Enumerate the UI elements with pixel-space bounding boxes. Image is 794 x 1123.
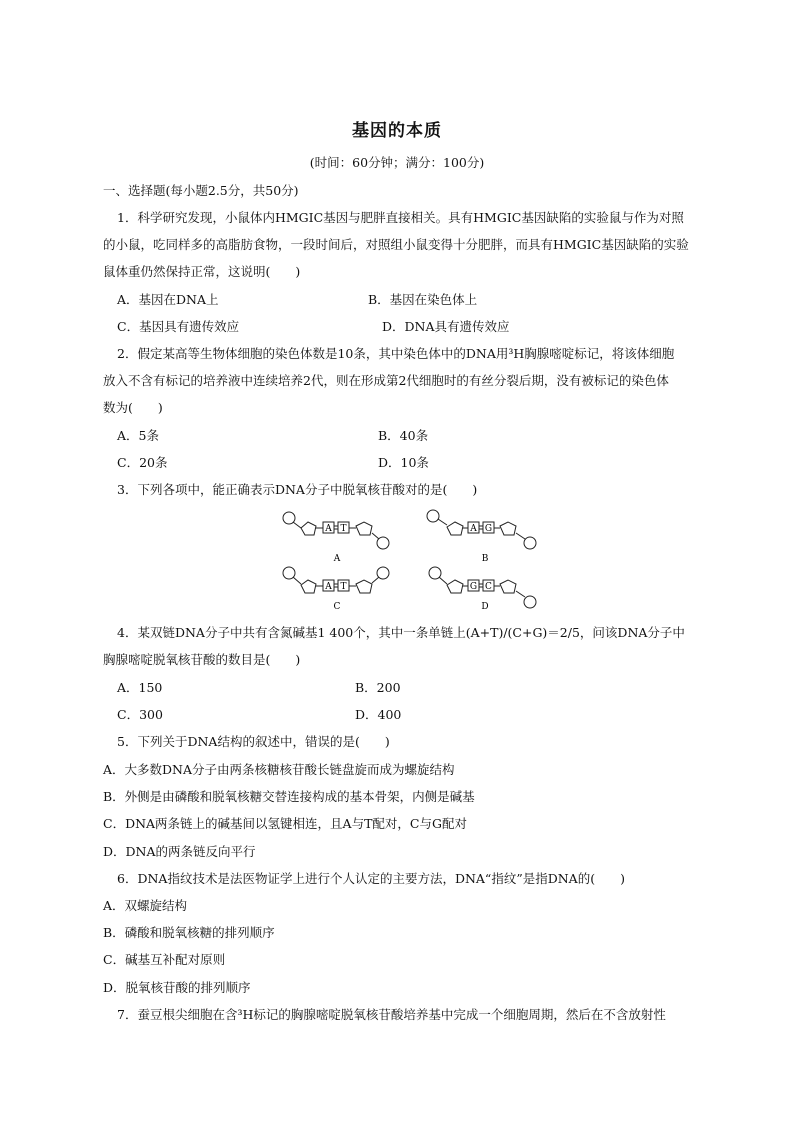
q4-stem-line2: 胸腺嘧啶脱氧核苷酸的数目是( ) [103,652,301,667]
q6-option-a: A．双螺旋结构 [103,898,188,913]
q5-option-a: A．大多数DNA分子由两条核糖核苷酸长链盘旋而成为螺旋结构 [103,762,455,777]
q5-option-d: D．DNA的两条链反向平行 [103,844,256,859]
q4-option-a: A．150 [117,680,163,695]
q6-stem-line1: 6．DNA指纹技术是法医物证学上进行个人认定的主要方法，DNA“指纹”是指DNA的( ) [117,871,625,886]
diagram-c-base1: A [325,582,332,592]
diagram-b-label: B [481,554,489,564]
q2-option-a: A．5条 [117,428,159,443]
q6-option-d: D．脱氧核苷酸的排列顺序 [103,980,251,995]
q4-stem-line1: 4．某双链DNA分子中共有含氮碱基1 400个，其中一条单链上(A+T)/(C+G)＝2/5，问该DNA分子中 [117,625,685,640]
section-heading: 一、选择题(每小题2.5分，共50分) [103,183,299,198]
q3-stem-line1: 3．下列各项中，能正确表示DNA分子中脱氧核苷酸对的是( ) [117,482,478,497]
nucleotide-pair-diagrams [275,505,555,617]
q2-option-c: C．20条 [117,455,168,470]
exam-info: (时间：60分钟；满分：100分) [309,155,485,170]
q7-stem-line1: 7．蚕豆根尖细胞在含³H标记的胸腺嘧啶脱氧核苷酸培养基中完成一个细胞周期，然后在不含放射性 [117,1007,666,1022]
q5-option-c: C．DNA两条链上的碱基间以氢键相连，且A与T配对，C与G配对 [103,816,467,831]
q2-option-b: B．40条 [378,428,429,443]
q4-option-b: B．200 [355,680,401,695]
q1-option-c: C．基因具有遗传效应 [117,319,240,334]
q5-stem-line1: 5．下列关于DNA结构的叙述中，错误的是( ) [117,734,390,749]
q1-stem-line2: 的小鼠，吃同样多的高脂肪食物，一段时间后，对照组小鼠变得十分肥胖，而具有HMGIC基因缺陷的实验 [103,237,689,252]
diagram-a-label: A [333,554,341,564]
q2-stem-line3: 数为( ) [103,400,163,415]
diagram-a-base2: T [340,524,347,534]
q1-option-b: B．基因在染色体上 [368,292,478,307]
diagram-d-base1: G [469,582,478,592]
q4-option-d: D．400 [355,707,402,722]
diagram-b [427,510,536,564]
q4-option-c: C．300 [117,707,163,722]
q6-option-c: C．碱基互补配对原则 [103,952,226,967]
diagram-c-base2: T [340,582,347,592]
q1-option-d: D．DNA具有遗传效应 [382,319,510,334]
q2-option-d: D．10条 [378,455,429,470]
diagram-a-base1: A [325,524,332,534]
q1-stem-line3: 鼠体重仍然保持正常，这说明( ) [103,264,301,279]
diagram-d [429,567,536,612]
diagram-c-label: C [333,602,341,612]
q1-option-a: A．基因在DNA上 [117,292,219,307]
diagram-d-base2: C [485,582,492,592]
diagram-a [283,512,389,564]
diagram-b-base2: G [484,524,493,534]
q6-option-b: B．磷酸和脱氧核糖的排列顺序 [103,925,275,940]
diagram-d-label: D [481,602,489,612]
q2-stem-line2: 放入不含有标记的培养液中连续培养2代，则在形成第2代细胞时的有丝分裂后期，没有被标记的染色体 [103,373,669,388]
q2-stem-line1: 2．假定某高等生物体细胞的染色体数是10条，其中染色体中的DNA用³H胸腺嘧啶标记，将该体细胞 [117,346,675,361]
q5-option-b: B．外侧是由磷酸和脱氧核糖交替连接构成的基本骨架，内侧是碱基 [103,789,475,804]
diagram-b-base1: A [470,524,477,534]
q1-stem-line1: 1．科学研究发现，小鼠体内HMGIC基因与肥胖直接相关。具有HMGIC基因缺陷的实验鼠与作为对照 [117,210,684,225]
diagram-c [283,567,389,612]
page-title: 基因的本质 [352,121,442,141]
